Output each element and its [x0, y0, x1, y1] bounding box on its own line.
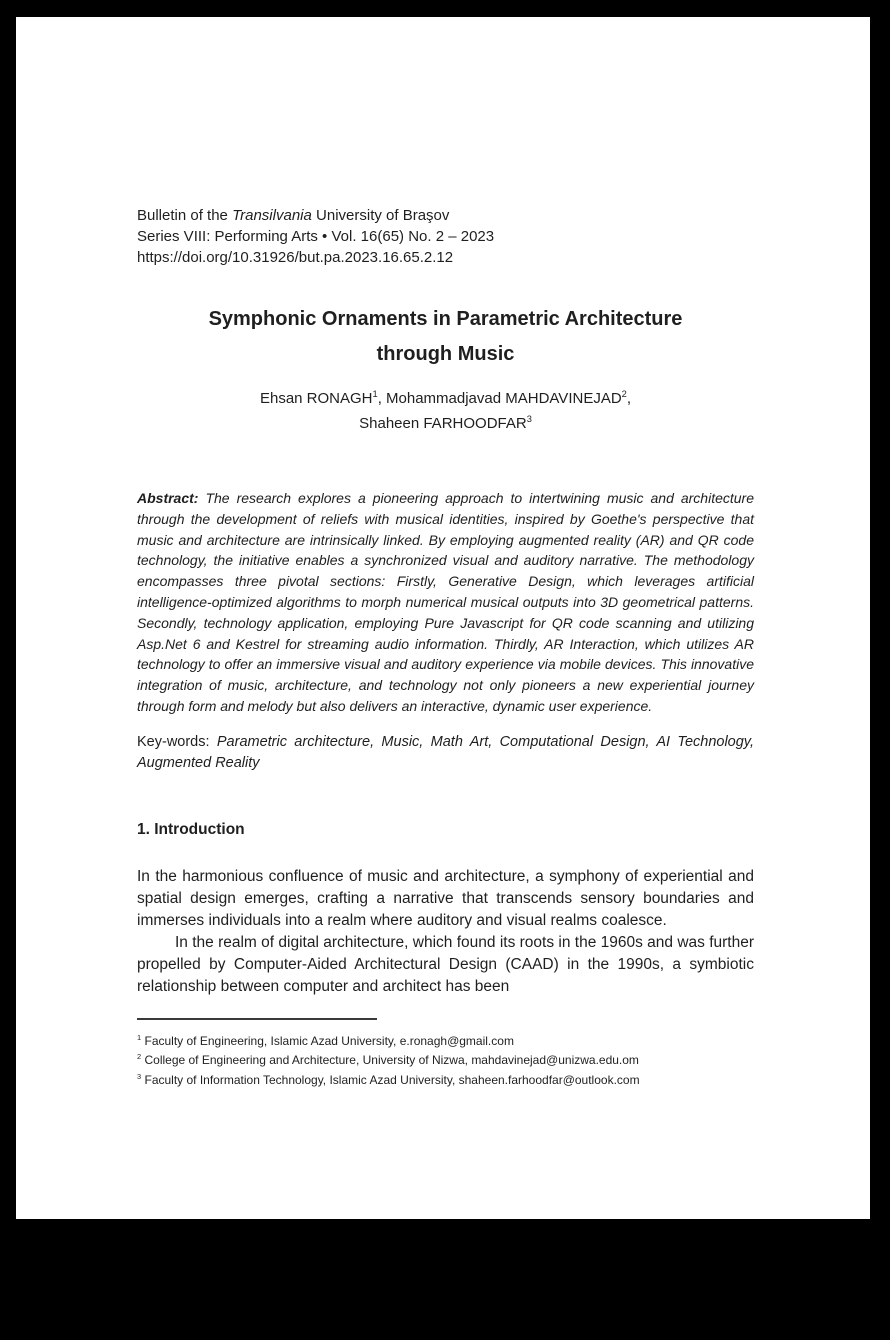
intro-paragraph-2: In the realm of digital architecture, which found its roots in the 1960s and was further propelled by Computer-Aided Architectural Design (CAAD) in the 1990s, a symbiotic relationship between computer and architect has been [137, 933, 754, 995]
footnote-3-text: Faculty of Information Technology, Islamic Azad University, shaheen.farhoodfar@outlook.com [144, 1072, 640, 1087]
author-1-name: Ehsan RONAGH [259, 390, 373, 407]
abstract-text: The research explores a pioneering approach to intertwining music and architecture through the development of reliefs with musical identities, inspired by Goethe's perspective that music and architecture are intrinsically linked. By employing augmented reality (AR) and QR code technology, the initiative enables a synchronized visual and auditory narrative. The methodology encompasses three pivotal sections: Firstly, Generative Design, which leverages artificial intelligence-optimized algorithms to morph numerical musical outputs into 3D geometrical patterns. Secondly, technology application, employing Pure Javascript for QR code scanning and utilizing Asp.Net 6 and Kestrel for streaming audio information. Thirdly, AR Interaction, which utilizes AR technology to offer an immersive visual and auditory experience via mobile devices. This innovative integration of music, architecture, and technology not only pioneers a new experiential journey through form and melody but also delivers an interactive, dynamic user experience. [137, 490, 754, 714]
journal-header [137, 205, 754, 268]
keywords-label: Key-words: [137, 733, 210, 750]
page-content [137, 205, 754, 1090]
abstract-label: Abstract: [137, 490, 199, 506]
author-separator-2: , [626, 390, 632, 407]
author-3-name: Shaheen FARHOODFAR [359, 415, 527, 432]
abstract [137, 488, 754, 717]
authors-line1 [137, 386, 754, 411]
footnote-3-mark: 3 [137, 1071, 142, 1081]
footnote-1-mark: 1 [137, 1032, 142, 1042]
journal-name-line [137, 205, 754, 226]
authors [137, 386, 754, 436]
keywords-text: Parametric architecture, Music, Math Art, Computational Design, AI Technology, Augmented Reality [137, 733, 755, 771]
journal-name-italic: Transilvania [232, 207, 312, 224]
intro-paragraph-1: In the harmonious confluence of music and architecture, a symphony of experiential and spatial design emerges, crafting a narrative that transcends sensory boundaries and immerses individuals into a realm where auditory and visual realms coalesce. [137, 867, 754, 929]
author-1-affiliation-mark: 1 [372, 389, 378, 399]
footnote-1-text: Faculty of Engineering, Islamic Azad University, e.ronagh@gmail.com [144, 1033, 514, 1048]
author-separator: , [377, 390, 387, 407]
section-heading-introduction: 1. Introduction [137, 820, 245, 838]
journal-name-pre: Bulletin of the [137, 207, 228, 224]
footnote-area [137, 1018, 754, 1091]
journal-series-line: Series VIII: Performing Arts • Vol. 16(65) No. 2 – 2023 [137, 228, 495, 245]
footnote-2 [137, 1051, 754, 1071]
paper-title [137, 302, 754, 372]
footnote-separator-line [137, 1018, 377, 1020]
footnote-2-text: College of Engineering and Architecture, University of Nizwa, mahdavinejad@unizwa.edu.om [144, 1053, 639, 1068]
paper-title-line1: Symphonic Ornaments in Parametric Architecture [208, 308, 683, 330]
journal-name-post: University of Braşov [316, 207, 450, 224]
author-2-name: Mohammadjavad MAHDAVINEJAD [386, 390, 622, 407]
keywords [137, 732, 754, 774]
footnote-1 [137, 1032, 754, 1052]
paper-title-line2: through Music [376, 343, 515, 365]
paper-page [16, 17, 870, 1219]
author-3-affiliation-mark: 3 [526, 414, 532, 424]
doi-link: https://doi.org/10.31926/but.pa.2023.16.65.2.12 [137, 249, 454, 266]
footnote-3 [137, 1071, 754, 1091]
authors-line2 [137, 411, 754, 436]
footnote-2-mark: 2 [137, 1052, 142, 1062]
author-2-affiliation-mark: 2 [621, 389, 627, 399]
